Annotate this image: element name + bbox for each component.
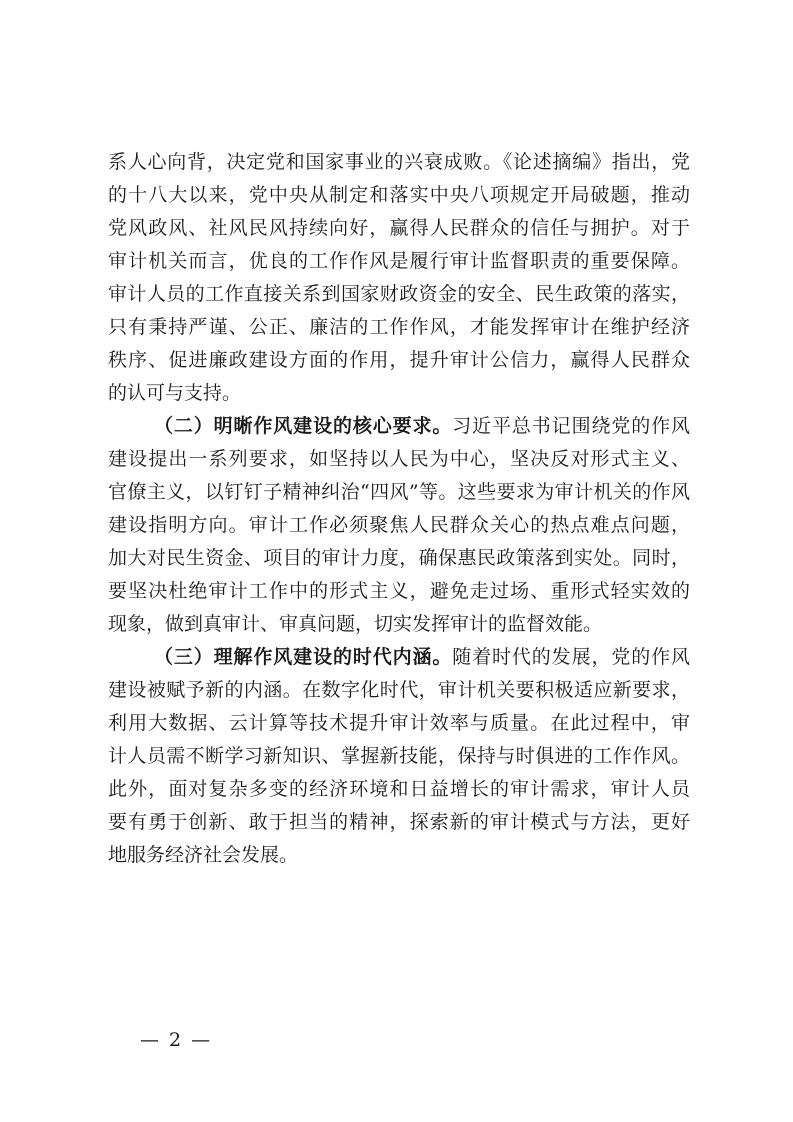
paragraph-era-connotation xyxy=(108,641,690,872)
text-line: 现象，做到真审计、审真问题，切实发挥审计的监督效能。 xyxy=(108,613,603,635)
text-line: 秩序、促进廉政建设方面的作用，提升审计公信力，赢得人民群众 xyxy=(108,349,690,371)
text-line xyxy=(108,641,690,674)
page-number: — 2 — xyxy=(140,1029,213,1051)
paragraph-continued xyxy=(108,146,690,410)
text-line: 审计人员的工作直接关系到国家财政资金的安全、民生政策的落实， xyxy=(108,283,690,305)
text-line: 要坚决杜绝审计工作中的形式主义，避免走过场、重形式轻实效的 xyxy=(108,580,690,602)
text-line: 的认可与支持。 xyxy=(108,382,242,404)
text-line: 加大对民生资金、项目的审计力度，确保惠民政策落到实处。同时， xyxy=(108,547,690,569)
text-run: 随着时代的发展，党的作风 xyxy=(452,646,690,668)
text-line: 建设指明方向。审计工作必须聚焦人民群众关心的热点难点问题， xyxy=(108,514,690,536)
text-line: 建设被赋予新的内涵。在数字化时代，审计机关要积极适应新要求， xyxy=(108,679,690,701)
text-line: 官僚主义，以钉钉子精神纠治“四风”等。这些要求为审计机关的作风 xyxy=(108,481,690,503)
text-line: 的十八大以来，党中央从制定和落实中央八项规定开局破题，推动 xyxy=(108,184,690,206)
section-heading: （二）明晰作风建设的核心要求。 xyxy=(154,415,453,437)
document-body xyxy=(108,146,690,872)
text-line: 系人心向背，决定党和国家事业的兴衰成败。《论述摘编》指出，党 xyxy=(108,151,690,173)
text-line: 地服务经济社会发展。 xyxy=(108,844,299,866)
text-line: 此外，面对复杂多变的经济环境和日益增长的审计需求，审计人员 xyxy=(108,778,690,800)
text-line: 建设提出一系列要求，如坚持以人民为中心，坚决反对形式主义、 xyxy=(108,448,690,470)
text-line: 只有秉持严谨、公正、廉洁的工作作风，才能发挥审计在维护经济 xyxy=(108,316,690,338)
text-line xyxy=(108,410,690,443)
text-line: 计人员需不断学习新知识、掌握新技能，保持与时俱进的工作作风。 xyxy=(108,745,690,767)
text-line: 党风政风、社风民风持续向好，赢得人民群众的信任与拥护。对于 xyxy=(108,217,690,239)
text-line: 要有勇于创新、敢于担当的精神，探索新的审计模式与方法，更好 xyxy=(108,811,690,833)
text-run: 习近平总书记围绕党的作风 xyxy=(452,415,690,437)
section-heading: （三）理解作风建设的时代内涵。 xyxy=(154,646,453,668)
text-line: 利用大数据、云计算等技术提升审计效率与质量。在此过程中，审 xyxy=(108,712,690,734)
text-line: 审计机关而言，优良的工作作风是履行审计监督职责的重要保障。 xyxy=(108,250,690,272)
paragraph-core-requirements xyxy=(108,410,690,641)
